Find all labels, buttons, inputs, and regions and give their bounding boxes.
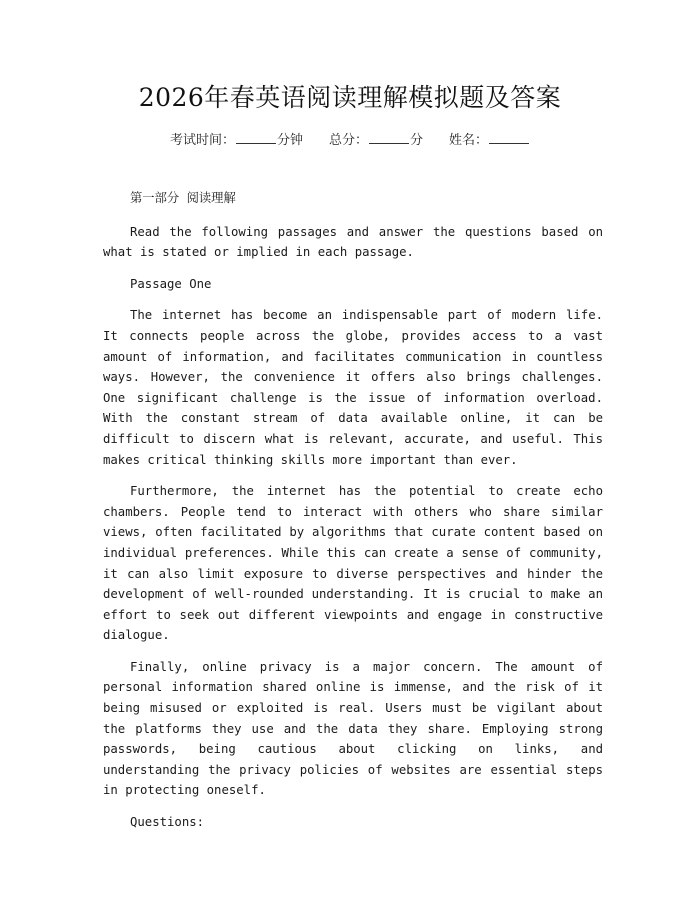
- exam-meta-line: [0, 130, 700, 151]
- questions-label: Questions:: [130, 815, 205, 830]
- instructions-text: Read the following passages and answer the questions based on what is stated or implied in each passage.: [103, 224, 603, 260]
- time-unit: 分钟: [276, 133, 303, 148]
- document-title: 2026年春英语阅读理解模拟题及答案: [138, 83, 562, 112]
- passage-label: Passage One: [130, 276, 212, 291]
- time-label: 考试时间：: [169, 133, 235, 148]
- score-blank: [369, 130, 409, 144]
- name-blank: [489, 130, 529, 144]
- section-heading: 第一部分 阅读理解: [130, 191, 236, 205]
- score-label: 总分：: [328, 133, 368, 148]
- passage-paragraph-2: Furthermore, the internet has the potential to create echo chambers. People tend to interact with others who share similar views, often facilitated by algorithms that curate content based on individual preferences. While this can create a sense of community, it can also limit exposure to diverse perspectives and hinder the development of well-rounded understanding. It is crucial to make an effort to seek out different viewpoints and engage in constructive dialogue.: [103, 484, 603, 643]
- name-label: 姓名：: [449, 133, 489, 148]
- score-unit: 分: [410, 133, 424, 148]
- passage-paragraph-3: Finally, online privacy is a major concern. The amount of personal information shared online is immense, and the risk of it being misused or exploited is real. Users must be vigilant about the platforms they use and the data they share. Employing strong passwords, being cautious about clicking on links, and understanding the privacy policies of websites are essential steps in protecting oneself.: [103, 659, 603, 798]
- passage-paragraph-1: The internet has become an indispensable part of modern life. It connects people across the globe, provides access to a vast amount of information, and facilitates communication in countless ways. However, the convenience it offers also brings challenges. One significant challenge is the issue of information overload. With the constant stream of data available online, it can be difficult to discern what is relevant, accurate, and useful. This makes critical thinking skills more important than ever.: [103, 308, 603, 467]
- time-blank: [236, 130, 276, 144]
- document-body: [103, 188, 603, 844]
